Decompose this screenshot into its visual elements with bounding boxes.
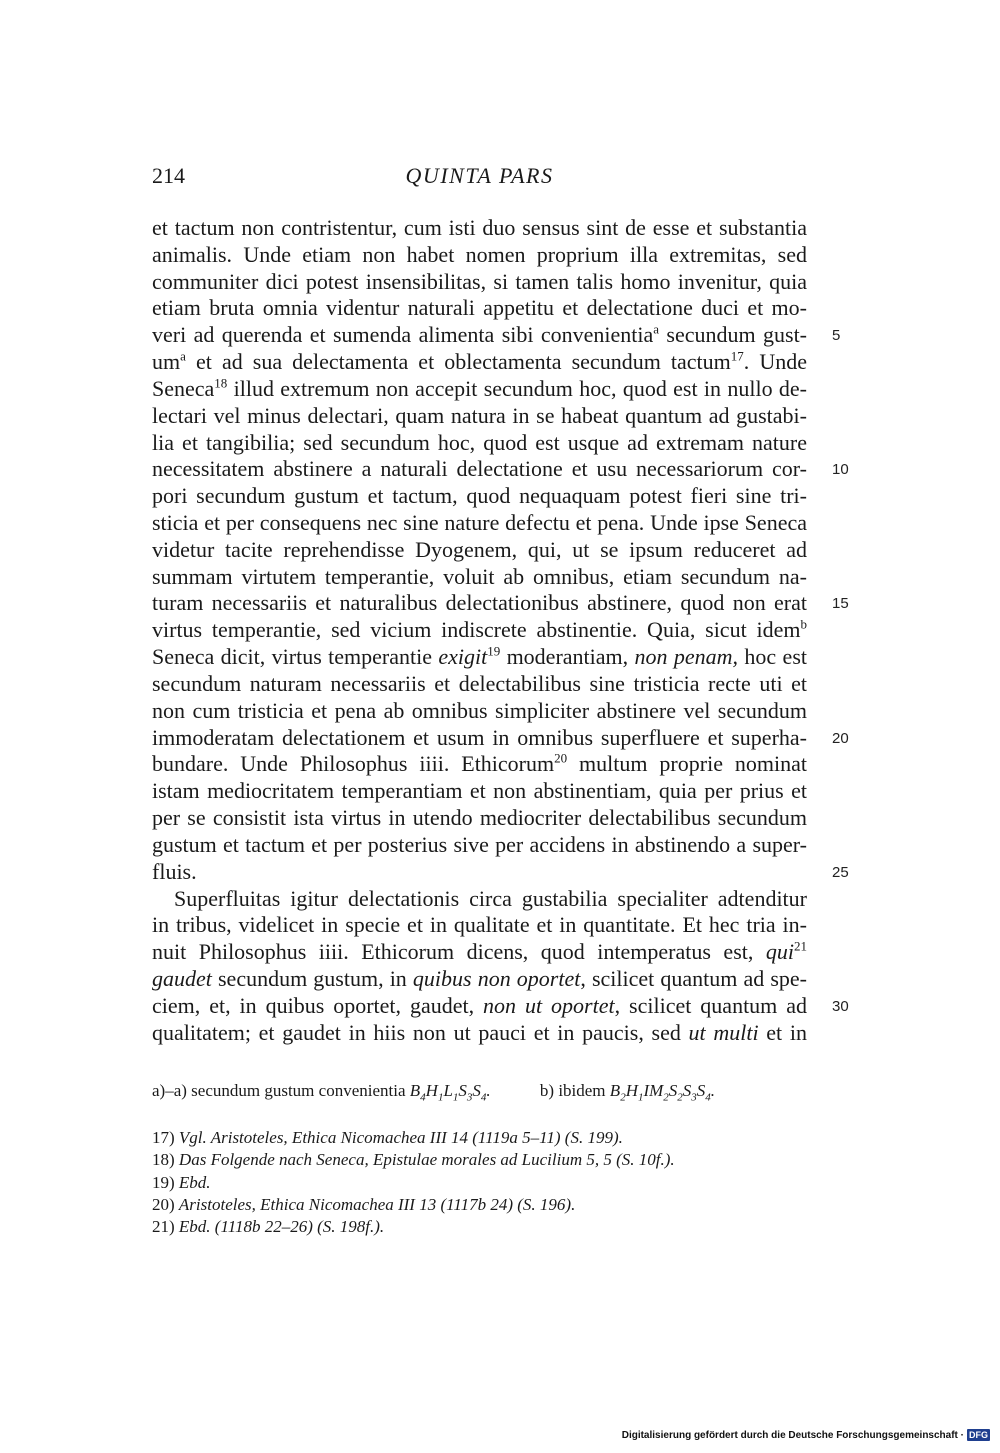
text-line: fluis.	[152, 859, 197, 884]
page-number: 214	[152, 163, 185, 188]
footnote: 17) Vgl. Aristoteles, Ethica Nicomachea III 14 (1119a 5–11) (S. 199).	[152, 1128, 623, 1147]
text-line: sticia et per consequens nec sine nature defectu et pena. Unde ipse Seneca	[152, 510, 807, 535]
text-line: necessitatem abstinere a naturali delectatione et usu necessariorum cor-	[152, 456, 807, 481]
text-line: communiter dici potest insensibilitas, si tamen talis homo invenitur, quia	[152, 269, 807, 294]
line-number: 30	[832, 998, 849, 1015]
text-line: animalis. Unde etiam non habet nomen proprium illa extremitas, sed	[152, 242, 807, 267]
text-line: Superfluitas igitur delectationis circa gustabilia specialiter adtenditur	[174, 886, 807, 911]
line-number: 5	[832, 327, 841, 344]
line-number: 20	[832, 730, 849, 747]
critical-apparatus	[152, 1081, 852, 1104]
text-line: secundum naturam necessariis et delectabilibus sine tristicia recte uti et	[152, 671, 807, 696]
text-line: virtus temperantie, sed vicium indiscrete abstinentie. Quia, sicut idem$^b$	[152, 616, 807, 642]
running-title: QUINTA PARS	[405, 163, 554, 188]
text-line: per se consistit ista virtus in utendo mediocriter delectabilibus secundum	[152, 805, 807, 830]
line-number: 15	[832, 595, 849, 612]
text-line: Seneca$^{18}$ illud extremum non accepit secundum hoc, quod est in nullo de-	[152, 375, 807, 401]
text-line: in tribus, videlicet in specie et in qualitate et in quantitate. Et hec tria in-	[152, 912, 807, 937]
text-line: veri ad querenda et sumenda alimenta sibi convenientia$^a$ secundum gust-	[152, 321, 808, 347]
text-line: $um^a$ et ad sua delectamenta et oblectamenta secundum tactum$^{17}$. Unde	[152, 348, 807, 374]
text-line: lectari vel minus delectari, quam natura in se habeat quantum ad gustabi-	[152, 403, 807, 428]
credit-text: Digitalisierung gefördert durch die Deutsche Forschungsgemeinschaft ·	[621, 1430, 964, 1441]
apparatus-entry: b) ibidem $B_2H_1IM_2S_2S_3S_4$.	[539, 1081, 716, 1104]
footnote: 20) Aristoteles, Ethica Nicomachea III 13 (1117b 24) (S. 196).	[152, 1195, 576, 1214]
apparatus-entry: a)–a) secundum gustum convenientia $B_4H_1L_1S_3S_4$.	[152, 1081, 491, 1104]
digitization-credit	[622, 1429, 990, 1441]
line-number: 25	[832, 864, 849, 881]
text-line: Seneca dicit, virtus temperantie exigit$^{19}$ moderantiam, non penam, hoc est	[152, 643, 807, 669]
line-number: 10	[832, 461, 849, 478]
footnote: 18) Das Folgende nach Seneca, Epistulae morales ad Lucilium 5, 5 (S. 10f.).	[152, 1150, 675, 1169]
text-line: non cum tristicia et pena ab omnibus simpliciter abstinere vel secundum	[152, 698, 807, 723]
text-line: gaudet secundum gustum, in quibus non oportet, scilicet quantum ad spe-	[152, 966, 807, 991]
text-line: bundare. Unde Philosophus iiii. Ethicorum$^{20}$ multum proprie nominat	[152, 750, 807, 776]
text-line: ciem, et, in quibus oportet, gaudet, non ut oportet, scilicet quantum ad	[152, 993, 808, 1018]
text-line: summam virtutem temperantie, voluit ab omnibus, etiam secundum na-	[152, 564, 807, 589]
text-line: lia et tangibilia; sed secundum hoc, quod est usque ad extremam nature	[152, 430, 807, 455]
text-line: nuit Philosophus iiii. Ethicorum dicens, quod intemperatus est, qui$^{21}$	[152, 938, 807, 964]
text-line: gustum et tactum et per posterius sive per accidens in abstinendo a super-	[152, 832, 807, 857]
text-line: istam mediocritatem temperantiam et non abstinentiam, quia per prius et	[152, 778, 807, 803]
text-line: etiam bruta omnia videntur naturali appetitu et delectatione duci et mo-	[152, 295, 807, 320]
text-line: qualitatem; et gaudet in hiis non ut pauci et in paucis, sed ut multi et in	[152, 1020, 807, 1045]
text-line: pori secundum gustum et tactum, quod nequaquam potest fieri sine tri-	[152, 483, 807, 508]
dfg-logo: DFG	[969, 1430, 988, 1440]
footnote: 19) Ebd.	[152, 1173, 211, 1192]
text-line: turam necessariis et naturalibus delectationibus abstinere, quod non erat	[152, 590, 807, 615]
page-header	[152, 163, 807, 193]
footnote: 21) Ebd. (1118b 22–26) (S. 198f.).	[152, 1217, 385, 1236]
text-line: et tactum non contristentur, cum isti duo sensus sint de esse et substantia	[152, 215, 807, 240]
text-line: immoderatam delectationem et usum in omnibus superfluere et superha-	[152, 725, 807, 750]
text-line: videtur tacite reprehendisse Dyogenem, qui, ut se ipsum reduceret ad	[152, 537, 807, 562]
